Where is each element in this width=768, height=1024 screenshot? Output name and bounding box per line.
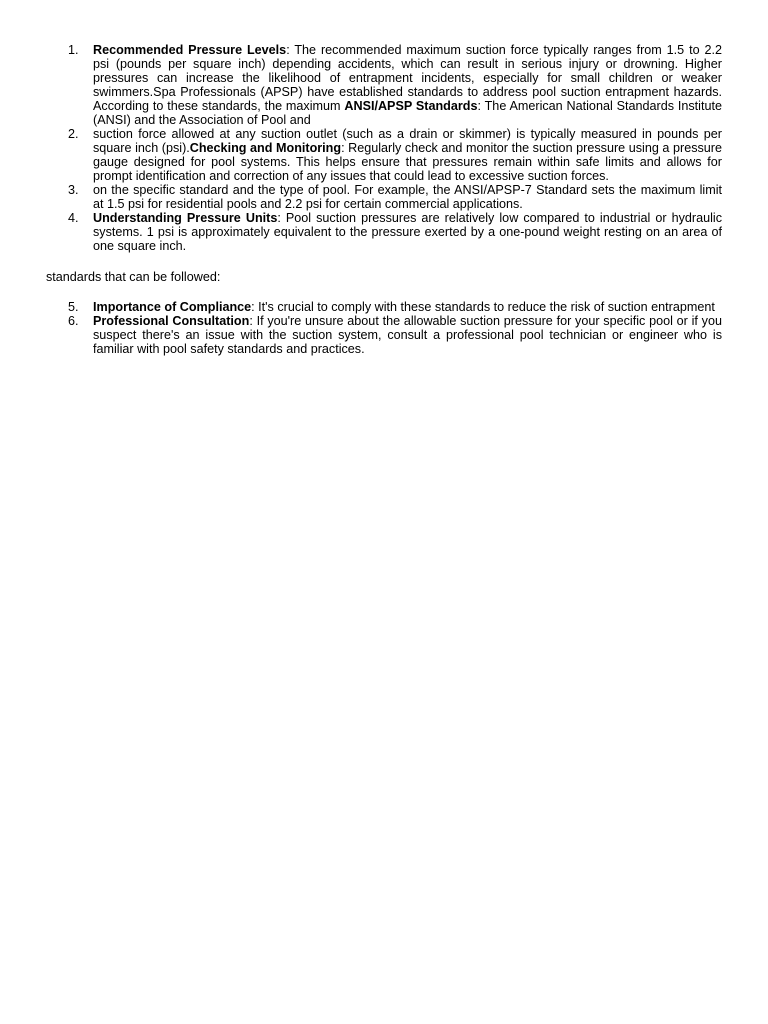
numbered-list-bottom [46,300,722,356]
list-number: 4. [68,211,79,225]
item-text: on the specific standard and the type of pool. For example, the ANSI/APSP-7 Standard sets the maximum limit at 1.5 psi for residential pools and 2.2 psi for certain commercial applications. [93,183,722,211]
list-number: 5. [68,300,79,314]
list-item-3 [46,183,722,211]
numbered-list-top [46,43,722,253]
list-item-5 [46,300,722,314]
item-text: : The recommended maximum suction force typically ranges from 1.5 to 2.2 psi (pounds per square inch) depending accidents, which can result in serious injury or drowning. Higher pressures can increase the likelihood of entrapment incidents, especially for small children or weaker swimmers.Spa Professionals (APSP) have established standards to address pool suction entrapment hazards. According to these standards, the maximum [93,43,722,113]
list-item-4 [46,211,722,253]
list-number: 2. [68,127,79,141]
item-heading: Importance of Compliance [93,300,252,314]
list-item-2 [46,127,722,183]
item-text: : If you're unsure about the allowable suction pressure for your specific pool or if you suspect there's an issue with the suction system, consult a professional pool technician or engineer who is familiar with pool safety standards and practices. [93,314,722,356]
item-heading: Recommended Pressure Levels [93,43,287,57]
item-text: : It's crucial to comply with these standards to reduce the risk of suction entrapment [251,300,715,314]
item-heading: Checking and Monitoring [189,141,342,155]
item-heading: ANSI/APSP Standards [344,99,478,113]
item-text: suction force allowed at any suction outlet (such as a drain or skimmer) is typically measured in pounds per square inch (psi). [93,127,722,155]
item-heading: Professional Consultation [93,314,250,328]
list-number: 1. [68,43,79,57]
list-item-1 [46,43,722,127]
list-number: 3. [68,183,79,197]
item-text: : Pool suction pressures are relatively low compared to industrial or hydraulic systems. 1 psi is approximately equivalent to the pressure exerted by a one-pound weight resting on an area of one square inch. [93,211,722,253]
item-text: : The American National Standards Institute (ANSI) and the Association of Pool and [93,99,722,127]
item-heading: Understanding Pressure Units [93,211,278,225]
item-text: : Regularly check and monitor the suction pressure using a pressure gauge designed for pool systems. This helps ensure that pressures remain within safe limits and allows for prompt identification and correction of any issues that could lead to excessive suction forces. [93,141,723,183]
list-number: 6. [68,314,79,328]
list-item-6 [46,314,722,356]
body-paragraph: standards that can be followed: [46,270,221,284]
